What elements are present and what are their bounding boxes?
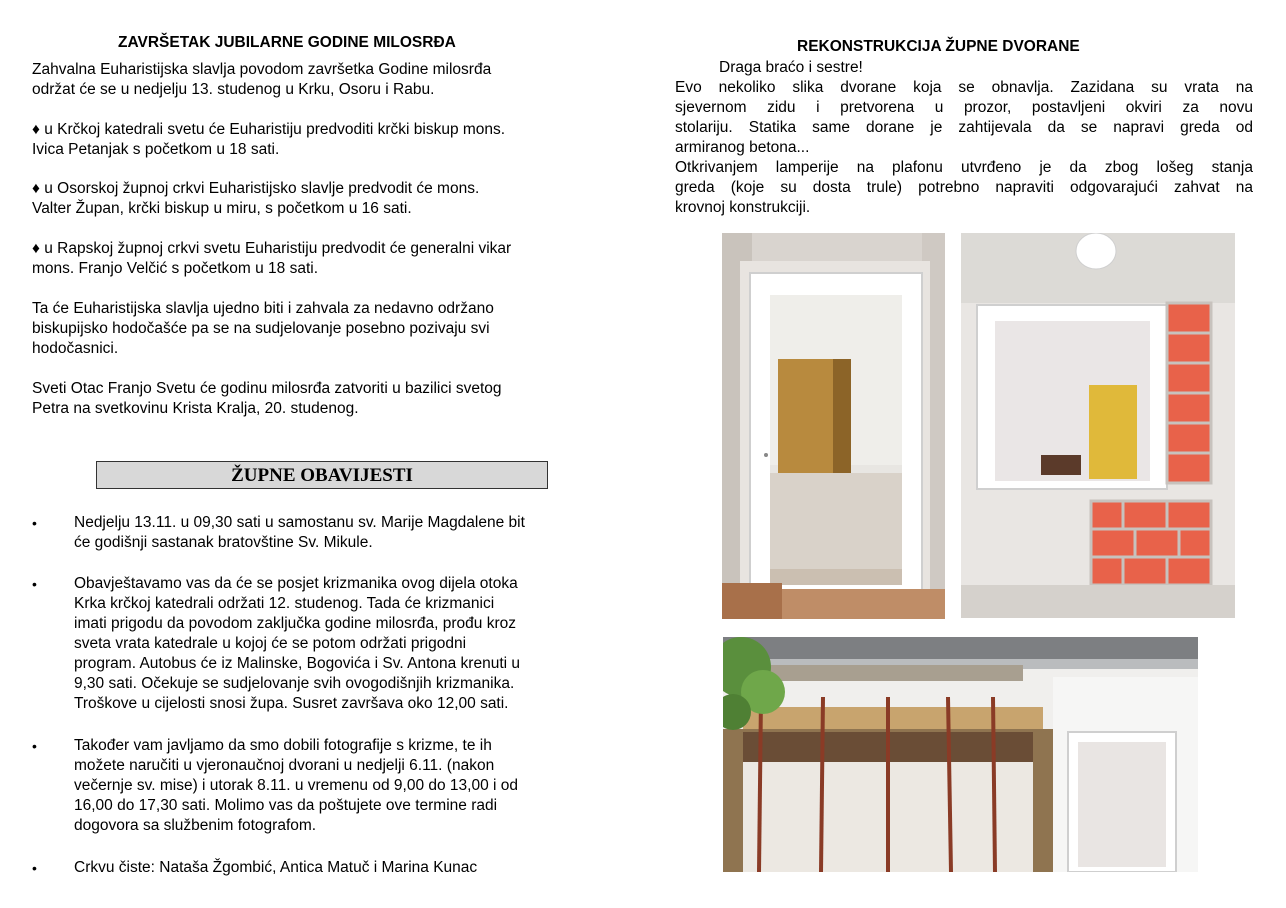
notice-line: Krka krčkoj katedrali održati 12. studenog. Tada će krizmanici <box>74 595 495 612</box>
notice-line: sveta vrata katedrale u kojoj će se potom održati prigodni <box>74 635 467 652</box>
notice-line: će godišnji sastanak bratovštine Sv. Mikule. <box>74 534 373 551</box>
notice-line: Crkvu čiste: Nataša Žgombić, Antica Matuč i Marina Kunac <box>74 859 478 876</box>
mass-item-line: mons. Franjo Velčić s početkom u 18 sati. <box>32 260 319 277</box>
mass-item-line: ♦ u Rapskoj župnoj crkvi svetu Euharistiju predvodit će generalni vikar <box>32 240 512 257</box>
thanks-line: hodočasnici. <box>32 340 119 357</box>
beam-photo <box>723 637 1198 872</box>
reconstruction-line: Otkrivanjem lamperije na plafonu utvrđeno je da zbog lošeg stanja <box>675 159 1253 176</box>
notice-line: večernje sv. mise) i utorak 8.11. u vremenu od 9,00 do 13,00 i od <box>74 777 519 794</box>
notice-text <box>74 574 634 714</box>
mass-item-line: ♦ u Krčkoj katedrali svetu će Euharistiju predvoditi krčki biskup mons. <box>32 121 506 138</box>
notice-line: možete naručiti u vjeronaučnoj dvorani u nedjelji 6.11. (nakon <box>74 757 495 774</box>
thanks-line: biskupijsko hodočašće pa se na sudjelovanje posebno pozivaju svi <box>32 320 490 337</box>
reconstruction-line: Evo nekoliko slika dvorane koja se obnavlja. Zazidana su vrata na <box>675 79 1253 96</box>
notice-line: Također vam javljamo da smo dobili fotografije s krizme, te ih <box>74 737 492 754</box>
pope-line: Sveti Otac Franjo Svetu će godinu milosrđa zatvoriti u bazilici svetog <box>32 380 502 397</box>
notice-line: Troškove u cijelosti snosi župa. Susret završava oko 12,00 sati. <box>74 695 509 712</box>
reconstruction-line: armiranog betona... <box>675 139 810 156</box>
mass-item-line: ♦ u Osorskoj župnoj crkvi Euharistijsko slavlje predvodit će mons. <box>32 180 480 197</box>
mass-item-line: Ivica Petanjak s početkom u 18 sati. <box>32 141 280 158</box>
intro-line: Zahvalna Euharistijska slavlja povodom završetka Godine milosrđa <box>32 61 492 78</box>
reconstruction-text <box>675 78 1253 218</box>
thanks-line: Ta će Euharistijska slavlja ujedno biti i zahvala za nedavno održano <box>32 300 494 317</box>
reconstruction-line: sjevernom zidu i pretvorena u prozor, postavljeni okviri za novu <box>675 99 1253 116</box>
reconstruction-line: greda (koje su dosta trule) potrebno napraviti odgovarajući zahvat na <box>675 179 1253 196</box>
reconstruction-line: krovnoj konstrukciji. <box>675 199 811 216</box>
bullet-icon: • <box>32 738 37 754</box>
bullet-icon: • <box>32 515 37 531</box>
window-brick-photo <box>961 233 1235 618</box>
notice-text <box>74 736 634 836</box>
pope-paragraph <box>32 379 502 419</box>
mass-item-krk <box>32 120 505 160</box>
notice-line: Nedjelju 13.11. u 09,30 sati u samostanu sv. Marije Magdalene bit <box>74 514 525 531</box>
pope-line: Petra na svetkovinu Krista Kralja, 20. studenog. <box>32 400 359 417</box>
door-photo <box>722 233 945 619</box>
notice-line: program. Autobus će iz Malinske, Bogovića i Sv. Antona krenuti u <box>74 655 521 672</box>
intro-line: održat će se u nedjelju 13. studenog u Krku, Osoru i Rabu. <box>32 81 435 98</box>
notice-line: 9,30 sati. Očekuje se sudjelovanje svih ovogodišnjih krizmanika. <box>74 675 515 692</box>
parish-notices-banner: ŽUPNE OBAVIJESTI <box>96 461 548 489</box>
bullet-icon: • <box>32 860 37 876</box>
reconstruction-line: stolariju. Statika same dorane je zahtijevala da se napravi greda od <box>675 119 1253 136</box>
right-title: REKONSTRUKCIJA ŽUPNE DVORANE <box>797 38 1080 55</box>
intro-paragraph <box>32 60 491 100</box>
notice-line: 16,00 do 17,30 sati. Molimo vas da poštujete ove termine radi <box>74 797 498 814</box>
mass-item-rab <box>32 239 511 279</box>
notice-line: dogovora sa službenim fotografom. <box>74 817 317 834</box>
mass-item-osor <box>32 179 479 219</box>
left-title: ZAVRŠETAK JUBILARNE GODINE MILOSRĐA <box>118 34 456 51</box>
bullet-icon: • <box>32 576 37 592</box>
notice-line: imati prigodu da povodom zaključka godine milosrđa, prođu kroz <box>74 615 516 632</box>
greeting: Draga braćo i sestre! <box>719 59 863 76</box>
thanks-paragraph <box>32 299 494 359</box>
mass-item-line: Valter Župan, krčki biskup u miru, s početkom u 16 sati. <box>32 200 412 217</box>
notice-line: Obavještavamo vas da će se posjet krizmanika ovog dijela otoka <box>74 575 518 592</box>
notice-text <box>74 858 634 878</box>
notice-text <box>74 513 634 553</box>
